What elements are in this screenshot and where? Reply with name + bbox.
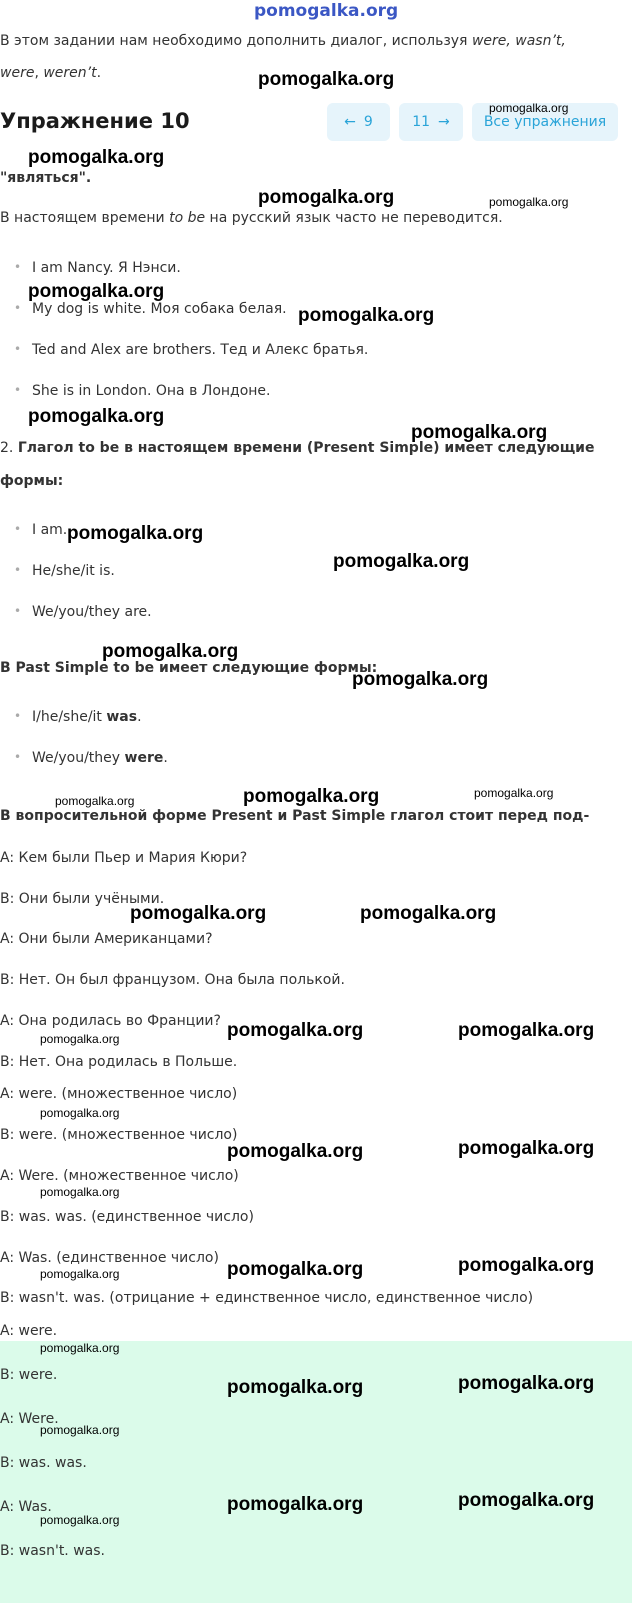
watermark-small: pomogalka.org [40,1185,120,1199]
answer-line: A: Were. [0,1411,59,1427]
rule-text: Глагол to be в настоящем времени (Present Simple) имеет следующие [17,440,595,456]
top-watermark: pomogalka.org [254,1,399,21]
dialogue-line: B: Нет. Он был французом. Она была полькой. [0,972,345,988]
dialogue-line: B: Они были учёными. [0,891,165,907]
rule-2-cont: формы: [0,473,64,489]
intro-emph: were [0,65,35,81]
dialogue-line: A: Она родилась во Франции? [0,1013,221,1029]
watermark: pomogalka.org [28,147,165,168]
prev-label: 9 [363,114,373,130]
list-item: • I am Nancy. Я Нэнси. [14,260,368,301]
intro-emph: were, wasn’t, [471,33,566,49]
watermark: pomogalka.org [458,1255,595,1276]
intro-text: . [96,65,102,81]
watermark-small: pomogalka.org [40,1423,120,1437]
dialogue-line: A: Кем были Пьер и Мария Кюри? [0,850,248,866]
watermark-small: pomogalka.org [40,1267,120,1281]
explanation-line: A: Was. (единственное число) [0,1250,219,1266]
explanation-line: B: were. (множественное число) [0,1127,238,1143]
answer-line: A: Was. [0,1499,52,1515]
exercise-title: Упражнение 10 [0,109,190,133]
watermark: pomogalka.org [227,1020,364,1041]
next-label: 11 [412,114,431,130]
arrow-right-icon: → [438,114,450,130]
note-text: В настоящем времени [0,210,170,226]
all-exercises-label: Все упражнения [483,114,607,130]
intro-line-2 [0,65,101,81]
next-exercise-button[interactable] [399,103,463,141]
watermark: pomogalka.org [458,1373,595,1394]
past-forms-list [14,709,168,791]
arrow-left-icon: ← [344,114,356,130]
rule-number: 2. [0,440,18,456]
answer-line: B: wasn't. was. [0,1543,105,1559]
note-text: на русский язык часто не переводится. [205,210,503,226]
watermark-small: pomogalka.org [55,794,135,808]
past-heading: В Past Simple to be имеет следующие формы: [0,660,378,676]
answer-line: A: were. [0,1323,58,1339]
watermark: pomogalka.org [67,523,204,544]
watermark: pomogalka.org [227,1259,364,1280]
watermark: pomogalka.org [258,187,395,208]
list-item: • We/you/they are. [14,604,152,645]
present-note [0,210,503,226]
explanation-line: B: was. was. (единственное число) [0,1209,254,1225]
list-item: • We/you/they were. [14,750,168,791]
watermark: pomogalka.org [458,1490,595,1511]
list-item: • I/he/she/it was. [14,709,168,750]
answer-line: B: were. [0,1367,58,1383]
watermark-small: pomogalka.org [474,786,554,800]
watermark: pomogalka.org [28,406,165,427]
explanation-line: A: were. (множественное число) [0,1086,238,1102]
watermark: pomogalka.org [411,422,548,443]
question-rule: В вопросительной форме Present и Past Simple глагол стоит перед под- [0,808,590,824]
list-item: • He/she/it is. [14,563,152,604]
watermark: pomogalka.org [458,1138,595,1159]
watermark: pomogalka.org [352,669,489,690]
watermark: pomogalka.org [28,281,165,302]
watermark-small: pomogalka.org [40,1341,120,1355]
intro-emph: weren’t [43,65,97,81]
list-item: • My dog is white. Моя собака белая. [14,301,368,342]
list-item: • She is in London. Она в Лондоне. [14,383,368,424]
list-item: • Ted and Alex are brothers. Тед и Алекс братья. [14,342,368,383]
cut-line: "являться". [0,170,92,186]
explanation-line: B: wasn't. was. (отрицание + единственное число, единственное число) [0,1290,534,1306]
watermark: pomogalka.org [130,903,267,924]
watermark-small: pomogalka.org [40,1032,120,1046]
watermark: pomogalka.org [227,1141,364,1162]
note-emph: to be [169,210,206,226]
watermark-small: pomogalka.org [40,1106,120,1120]
watermark: pomogalka.org [102,641,239,662]
watermark: pomogalka.org [243,786,380,807]
list-item: • I am. [14,522,152,563]
watermark-small: pomogalka.org [40,1513,120,1527]
explanation-line: A: Were. (множественное число) [0,1168,239,1184]
watermark-small: pomogalka.org [489,101,569,115]
prev-exercise-button[interactable] [327,103,390,141]
watermark: pomogalka.org [458,1020,595,1041]
intro-line-1 [0,33,566,49]
watermark-small: pomogalka.org [489,195,569,209]
watermark: pomogalka.org [298,305,435,326]
intro-text: В этом задании нам необходимо дополнить диалог, используя [0,33,472,49]
watermark: pomogalka.org [258,69,395,90]
answer-line: B: was. was. [0,1455,87,1471]
dialogue-line: B: Нет. Она родилась в Польше. [0,1054,238,1070]
watermark: pomogalka.org [227,1377,364,1398]
dialogue-line: A: Они были Американцами? [0,931,213,947]
watermark: pomogalka.org [360,903,497,924]
intro-text: , [34,65,44,81]
watermark: pomogalka.org [333,551,470,572]
watermark: pomogalka.org [227,1494,364,1515]
